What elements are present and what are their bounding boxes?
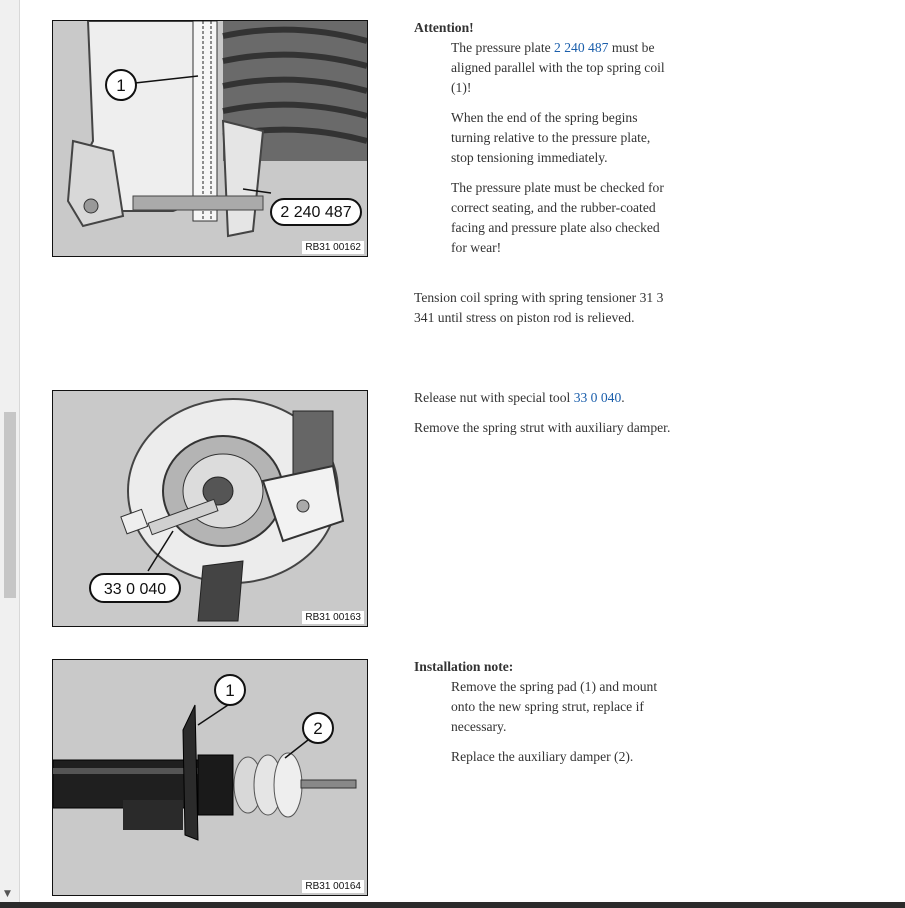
figure-pressure-plate bbox=[52, 20, 368, 257]
callout-1-label: 1 bbox=[225, 681, 235, 700]
tension-block bbox=[414, 288, 674, 338]
callout-tool-label: 33 0 040 bbox=[103, 581, 167, 598]
attention-para-1 bbox=[414, 38, 674, 98]
installation-note-heading: Installation note: bbox=[414, 659, 514, 674]
pressure-plate-illustration bbox=[53, 21, 367, 256]
attention-heading: Attention! bbox=[414, 20, 474, 35]
remove-strut-instruction: Remove the spring strut with auxiliary damper. bbox=[414, 420, 671, 435]
vertical-scrollbar[interactable] bbox=[0, 0, 20, 908]
tool-link-330040[interactable]: 33 0 040 bbox=[573, 390, 622, 405]
installation-para-2: Replace the auxiliary damper (2). bbox=[451, 749, 634, 764]
scrollbar-thumb[interactable] bbox=[4, 412, 16, 598]
bottom-bar bbox=[0, 902, 905, 908]
text-fragment: Release nut with special tool bbox=[414, 390, 574, 405]
figure-code: RB31 00163 bbox=[302, 611, 364, 624]
tension-instruction: Tension coil spring with spring tensioner 31 3 341 until stress on piston rod is relieved. bbox=[414, 290, 664, 325]
text-fragment: The pressure plate bbox=[451, 40, 555, 55]
spring-pad-illustration bbox=[53, 660, 367, 895]
installation-para-1: Remove the spring pad (1) and mount onto the new spring strut, replace if necessary. bbox=[451, 679, 658, 734]
release-block bbox=[414, 388, 674, 448]
figure-code: RB31 00162 bbox=[302, 241, 364, 254]
callout-tool-label: 2 240 487 bbox=[280, 204, 352, 221]
text-fragment: . bbox=[621, 390, 625, 405]
attention-para-2: When the end of the spring begins turning relative to the pressure plate, stop tensioning immediately. bbox=[451, 110, 651, 165]
text-fragment: must be aligned parallel with the top spring coil (1)! bbox=[451, 40, 665, 95]
tool-link-2240487[interactable]: 2 240 487 bbox=[554, 40, 609, 55]
installation-note-block bbox=[414, 657, 674, 777]
callout-1-label: 1 bbox=[116, 76, 126, 95]
figure-release-nut bbox=[52, 390, 368, 627]
attention-para-3: The pressure plate must be checked for correct seating, and the rubber-coated facing and pressure plate also checked for wear! bbox=[451, 180, 664, 255]
release-instruction bbox=[414, 388, 674, 408]
figure-code: RB31 00164 bbox=[302, 880, 364, 893]
scroll-down-arrow-icon[interactable]: ▼ bbox=[4, 889, 11, 899]
figure-spring-pad bbox=[52, 659, 368, 896]
release-nut-illustration bbox=[53, 391, 367, 626]
attention-block bbox=[414, 18, 674, 268]
callout-2-label: 2 bbox=[313, 719, 323, 738]
